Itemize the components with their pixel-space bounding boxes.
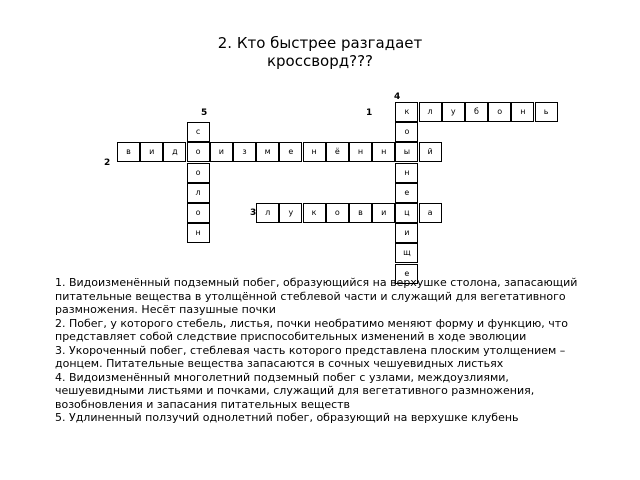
crossword-cell[interactable]: м — [256, 142, 279, 162]
crossword-cell[interactable]: и — [372, 203, 395, 223]
crossword-cell[interactable]: в — [117, 142, 140, 162]
clue-3: 3. Укороченный побег, стеблевая часть которого представлена плоским утолщением – донцем. Питательные вещества запасаются в сочных чешуевидных листьях — [55, 343, 566, 370]
crossword-cell[interactable]: о — [326, 203, 349, 223]
crossword-cell[interactable]: о — [187, 203, 210, 223]
crossword-cell[interactable]: ё — [326, 142, 349, 162]
word-number-1: 1 — [366, 108, 373, 118]
crossword-cell[interactable]: а — [419, 203, 442, 223]
word-number-4: 4 — [394, 92, 401, 102]
crossword-cell[interactable]: у — [279, 203, 302, 223]
crossword-cell[interactable]: з — [233, 142, 256, 162]
crossword-cell[interactable]: щ — [395, 243, 418, 263]
crossword-cell[interactable]: е — [395, 264, 418, 284]
crossword-cell[interactable]: и — [140, 142, 163, 162]
clue-2: 2. Побег, у которого стебель, листья, почки необратимо меняют форму и функцию, что представляет собой следствие приспособительных изменений в ходе эволюции — [55, 316, 568, 343]
crossword-cell[interactable]: б — [465, 102, 488, 122]
crossword-cell[interactable]: к — [303, 203, 326, 223]
clue-4: 4. Видоизменённый многолетний подземный побег с узлами, междоузлиями, чешуевидными листьями и почками, служащий для вегетативного размножения, возобновления и запасания питательных веществ — [55, 370, 535, 411]
crossword-cell[interactable]: ц — [395, 203, 418, 223]
crossword-cell[interactable]: ы — [395, 142, 418, 162]
crossword-cell[interactable]: д — [163, 142, 186, 162]
crossword-cell[interactable]: н — [187, 223, 210, 243]
crossword-cell[interactable]: е — [279, 142, 302, 162]
crossword-cell[interactable]: н — [349, 142, 372, 162]
crossword-cell[interactable]: н — [511, 102, 534, 122]
crossword-cell[interactable]: й — [419, 142, 442, 162]
crossword-cell[interactable]: о — [187, 142, 210, 162]
crossword-cell[interactable]: о — [187, 163, 210, 183]
crossword-cell[interactable]: о — [488, 102, 511, 122]
crossword-cell[interactable]: о — [395, 122, 418, 142]
clue-list — [55, 276, 595, 425]
crossword-cell[interactable]: л — [419, 102, 442, 122]
crossword-cell[interactable]: н — [372, 142, 395, 162]
clue-1: 1. Видоизменённый подземный побег, образующийся на верхушке столона, запасающий питательные вещества в утолщённой стеблевой части и служащий для вегетативного размножения. Несёт пазушные почки — [55, 276, 578, 316]
title-line-2: кроссворд??? — [266, 52, 374, 70]
crossword-cell[interactable]: н — [303, 142, 326, 162]
crossword-cell[interactable]: л — [187, 183, 210, 203]
clue-5: 5. Удлиненный ползучий однолетний побег, образующий на верхушке клубень — [55, 411, 519, 424]
crossword-cell[interactable]: е — [395, 183, 418, 203]
crossword-cell[interactable]: и — [210, 142, 233, 162]
word-number-2: 2 — [104, 158, 111, 168]
crossword-cell[interactable]: л — [256, 203, 279, 223]
crossword-cell[interactable]: с — [187, 122, 210, 142]
crossword-cell[interactable]: у — [442, 102, 465, 122]
crossword-cell[interactable]: к — [395, 102, 418, 122]
title-line-1: 2. Кто быстрее разгадает — [217, 34, 423, 52]
crossword-cell[interactable]: н — [395, 163, 418, 183]
crossword-cell[interactable]: в — [349, 203, 372, 223]
crossword-cell[interactable]: ь — [535, 102, 558, 122]
word-number-5: 5 — [201, 108, 208, 118]
crossword-cell[interactable]: и — [395, 223, 418, 243]
word-number-3: 3 — [250, 208, 257, 218]
